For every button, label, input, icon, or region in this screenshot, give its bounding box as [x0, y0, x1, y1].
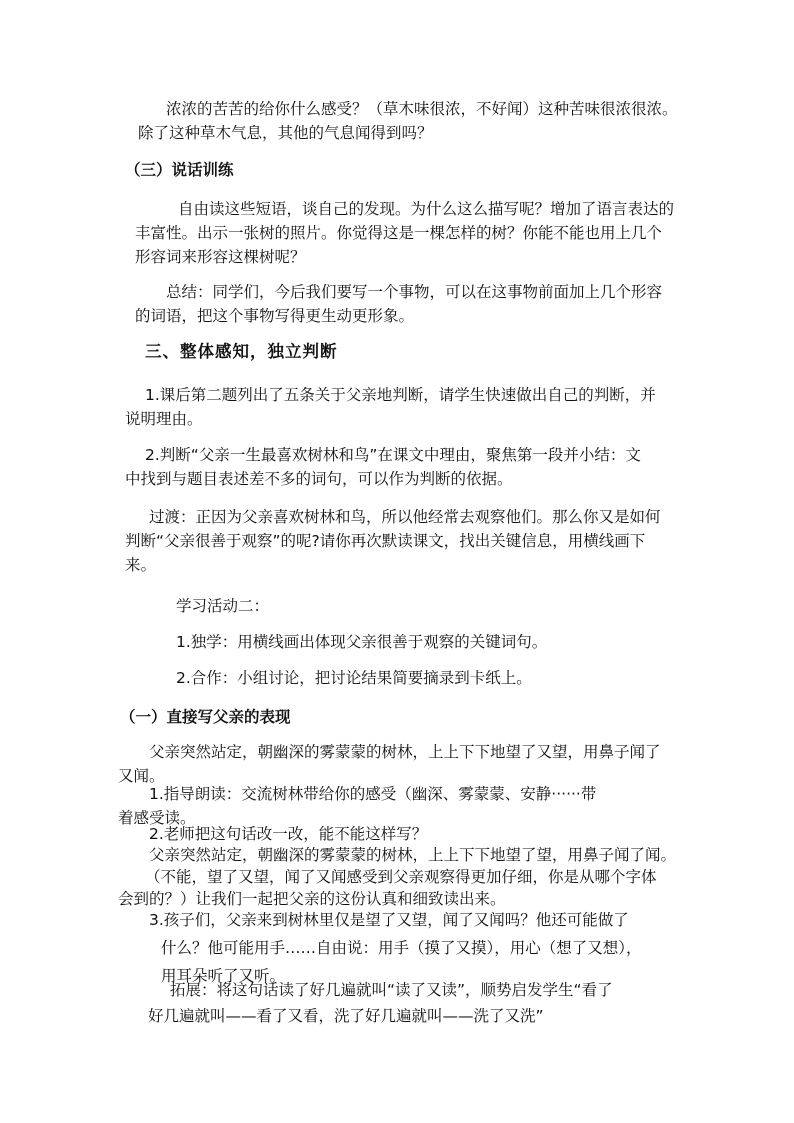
text-line: 来。 [125, 556, 157, 574]
paragraph-transition [125, 505, 661, 577]
text-line: 会到的？）让我们一起把父亲的这份认真和细致读出来。 [118, 890, 506, 908]
text-line: 中找到与题目表述差不多的词句，可以作为判断的依据。 [125, 470, 513, 488]
paragraph-father-quote [118, 740, 661, 788]
text-line: 好几遍就叫——看了又看，洗了好几遍就叫——洗了又洗” [148, 1007, 544, 1025]
text-line: 2.判断“父亲一生最喜欢树林和鸟”在课文中理由，聚焦第一段并小结：文 [145, 446, 641, 464]
text-line: 1.指导朗读：交流树林带给你的感受（幽深、雾蒙蒙、安静······带 [149, 785, 597, 803]
text-line: 说明理由。 [125, 410, 203, 428]
text-line: （不能，望了又望，闻了又闻感受到父亲观察得更加仔细，你是从哪个字体 [145, 868, 657, 886]
text-line: 除了这种草木气息，其他的气息闻得到吗？ [138, 124, 433, 142]
text-line: 总结：同学们，今后我们要写一个事物，可以在这事物前面加上几个形容 [166, 283, 663, 301]
paragraph-summary [135, 280, 663, 328]
activity-item-2: 2.合作：小组讨论，把讨论结果简要摘录到卡纸上。 [176, 669, 532, 687]
text-line: 浓浓的苦苦的给你什么感受？（草木味很浓，不好闻）这种苦味很浓很浓。 [166, 100, 678, 118]
heading-speaking-training: （三）说话训练 [125, 161, 234, 179]
text-line: 着感受读。 [118, 809, 196, 827]
paragraph-teacher-question: 2.老师把这句话改一改，能不能这样写？ [149, 825, 428, 843]
paragraph-judgement-1 [125, 383, 656, 431]
text-line: 又闻。 [118, 767, 165, 785]
text-line: 拓展：将这句话读了好几遍就叫“读了又读”，顺势启发学生“看了 [170, 981, 613, 999]
text-line: 形容词来形容这棵树呢？ [135, 248, 306, 266]
text-line: 用耳朵听了又听。 [161, 967, 286, 985]
text-line: 自由读这些短语，谈自己的发现。为什么这么描写呢？增加了语言表达的 [178, 200, 675, 218]
heading-direct-description: （一）直接写父亲的表现 [120, 708, 291, 726]
text-line: 过渡：正因为父亲喜欢树林和鸟，所以他经常去观察他们。那么你又是如何 [149, 508, 661, 526]
paragraph-smell-question [138, 97, 678, 145]
activity-title: 学习活动二： [176, 597, 270, 615]
activity-item-1: 1.独学：用横线画出体现父亲很善于观察的关键词句。 [176, 633, 548, 651]
heading-section-three: 三、整体感知，独立判断 [145, 342, 338, 361]
text-line: 父亲突然站定，朝幽深的雾蒙蒙的树林，上上下下地望了望，用鼻子闻了闻。 [149, 846, 677, 864]
text-line: 3.孩子们，父亲来到树林里仅是望了又望，闻了又闻吗？他还可能做了 [149, 911, 629, 929]
text-line: 父亲突然站定，朝幽深的雾蒙蒙的树林，上上下下地望了又望，用鼻子闻了 [149, 743, 661, 761]
text-line: 什么？他可能用手……自由说：用手（摸了又摸），用心（想了又想）， [161, 939, 642, 957]
paragraph-extension [148, 977, 613, 1029]
paragraph-judgement-2 [125, 443, 641, 491]
text-line: 判断“父亲很善于观察”的呢?请你再次默读课文，找出关键信息，用横线画下 [125, 532, 646, 550]
paragraph-modified-sentence [118, 844, 677, 910]
text-line: 1.课后第二题列出了五条关于父亲地判断，请学生快速做出自己的判断，并 [145, 386, 656, 404]
paragraph-free-reading [135, 197, 675, 269]
text-line: 的词语，把这个事物写得更生动更形象。 [135, 307, 415, 325]
text-line: 丰富性。出示一张树的照片。你觉得这是一棵怎样的树？你能不能也用上几个 [135, 224, 663, 242]
